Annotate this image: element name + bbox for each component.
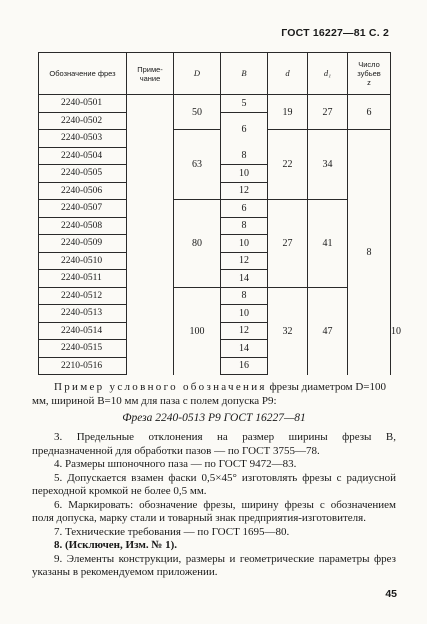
note-cell (127, 95, 174, 375)
D-cell: 50 (174, 95, 221, 130)
example-spaced-title: Пример условного обозначения (54, 381, 267, 393)
header-z: Число зубьев z (348, 53, 391, 95)
B-cell: 12 (221, 322, 268, 340)
list-item: 5. Допускается взамен фаски 0,5×45° изготовлять фрезы с радиусной переходной кромкой не более 0,5 мм. (32, 471, 396, 497)
requirements-list (32, 431, 396, 580)
B-cell: 8 (221, 287, 268, 305)
header-d1: d₁ (308, 53, 348, 95)
B-cell: 14 (221, 270, 268, 288)
code-cell: 2240-0502 (39, 112, 127, 130)
B-cell: 12 (221, 252, 268, 270)
d1-cell: 27 (308, 95, 348, 130)
list-item: 8. (Исключен, Изм. № 1). (54, 539, 178, 551)
B-cell: 6 (221, 112, 268, 147)
d-cell: 19 (268, 95, 308, 130)
code-cell: 2240-0510 (39, 252, 127, 270)
list-item: 6. Маркировать: обозначение фрезы, ширину фрезы с обозначением поля допуска, марку стали и товарный знак предприятия-изготовителя. (32, 498, 396, 524)
D-cell: 63 (174, 130, 221, 200)
header-D: D (174, 53, 221, 95)
code-cell: 2240-0505 (39, 165, 127, 183)
d-cell: 27 (268, 200, 308, 288)
B-cell: 16 (221, 357, 268, 375)
page-number: 45 (385, 588, 397, 600)
header-note: Приме- чание (127, 53, 174, 95)
header-B: B (221, 53, 268, 95)
B-cell: 14 (221, 340, 268, 358)
B-cell: 8 (221, 147, 268, 165)
table-row (39, 130, 391, 148)
code-cell: 2240-0503 (39, 130, 127, 148)
B-cell: 10 (221, 305, 268, 323)
example-heading (32, 381, 396, 408)
code-cell: 2240-0514 (39, 322, 127, 340)
B-cell: 10 (221, 165, 268, 183)
code-cell: 2240-0501 (39, 95, 127, 113)
list-item: 7. Технические требования — по ГОСТ 1695—80. (54, 525, 290, 538)
header-d: d (268, 53, 308, 95)
D-cell: 80 (174, 200, 221, 288)
list-item: 9. Элементы конструкции, размеры и геометрические параметры фрез указаны в рекомендуемом приложении. (32, 552, 396, 578)
table-row (39, 200, 391, 218)
code-cell: 2240-0512 (39, 287, 127, 305)
table-row: 2240-0512 100 8 32 47 10 (39, 287, 391, 305)
d-cell: 32 (268, 287, 308, 375)
D-cell: 100 (174, 287, 221, 375)
code-cell: 2210-0516 (39, 357, 127, 375)
code-cell: 2240-0507 (39, 200, 127, 218)
list-item: 3. Предельные отклонения на размер ширины фрезы B, предназначенной для обработки пазов — по ГОСТ 3755—78. (32, 431, 396, 457)
code-cell: 2240-0515 (39, 340, 127, 358)
example-designation: Фреза 2240-0513 Р9 ГОСТ 16227—81 (122, 412, 306, 424)
code-cell: 2240-0506 (39, 182, 127, 200)
B-cell: 6 (221, 200, 268, 218)
d1-cell: 34 (308, 130, 348, 200)
code-cell: 2240-0513 (39, 305, 127, 323)
example-title-rest: фрезы диаметром D=100 мм, шириной B=10 мм для паза с полем допуска Р9: (32, 381, 386, 407)
code-cell: 2240-0508 (39, 217, 127, 235)
z-cell: 8 (348, 130, 391, 375)
header-code: Обозначение фрез (39, 53, 127, 95)
B-cell: 10 (221, 235, 268, 253)
code-cell: 2240-0511 (39, 270, 127, 288)
page-header: ГОСТ 16227—81 С. 2 (281, 27, 389, 39)
d-cell: 22 (268, 130, 308, 200)
cutter-spec-table (38, 52, 401, 375)
B-cell: 8 (221, 217, 268, 235)
d1-cell: 47 (308, 287, 348, 375)
code-cell: 2240-0509 (39, 235, 127, 253)
code-cell: 2240-0504 (39, 147, 127, 165)
d1-cell: 41 (308, 200, 348, 288)
B-cell: 12 (221, 182, 268, 200)
table-row (39, 95, 391, 113)
B-cell: 5 (221, 95, 268, 113)
list-item: 4. Размеры шпоночного паза — по ГОСТ 9472—83. (54, 458, 297, 470)
z-cell: 6 (348, 95, 391, 130)
